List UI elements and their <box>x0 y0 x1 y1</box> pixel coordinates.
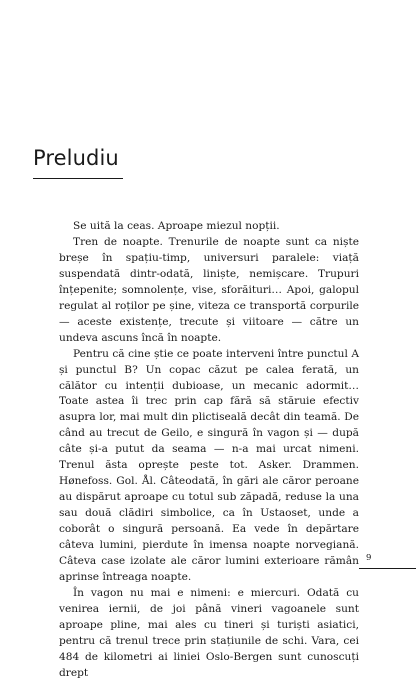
title-underline <box>33 178 123 179</box>
body-text <box>59 219 359 682</box>
folio-rule <box>359 568 416 569</box>
paragraph: Pentru că cine știe ce poate interveni între punctul A și punctul B? Un copac căzut pe calea ferată, un călător cu intenții dubioase, un mecanic adormit… Toate astea îi trec prin cap fără să stăruie efectiv asupra lor, mai mult din plictiseală decât din teamă. De când au trecut de Geilo, e singură în vagon și — după câte și-a putut da seama — n-a mai urcat nimeni. Trenul ăsta oprește peste tot. Asker. Drammen. Hønefoss. Gol. Ål. Câteodată, în gări ale căror peroane au dispărut aproape cu totul sub zăpadă, reduse la una sau două clădiri simbolice, ca în Ustaoset, unde a coborât o singură persoană. Ea vede în depărtare câteva lumini, pierdute în imensa noapte norvegiană. Câteva case izolate ale căror lumini exterioare rămân aprinse întreaga noapte. <box>59 347 359 583</box>
paragraph: Tren de noapte. Trenurile de noapte sunt ca niște breșe în spațiu-timp, universuri paralele: viață suspendată dintr-odată, liniște, nemișcare. Trupuri înțepenite; somnolențe, vise, sforăituri… Apoi, galopul regulat al roților pe șine, viteza ce transportă corpurile — aceste existențe, trecute și viitoare — către un undeva ascuns încă în noapte. <box>59 235 359 344</box>
page-number: 9 <box>366 553 372 563</box>
paragraph: În vagon nu mai e nimeni: e miercuri. Odată cu venirea iernii, de joi până vineri vagoanele sunt aproape pline, mai ales cu tineri și turiști asiatici, pentru că trenul trece prin stațiunile de schi. Vara, cei 484 de kilometri ai liniei Oslo-Bergen sunt cunoscuți drept <box>59 586 359 679</box>
chapter-title: Preludiu <box>33 146 119 170</box>
paragraph: Se uită la ceas. Aproape miezul nopții. <box>73 220 280 232</box>
